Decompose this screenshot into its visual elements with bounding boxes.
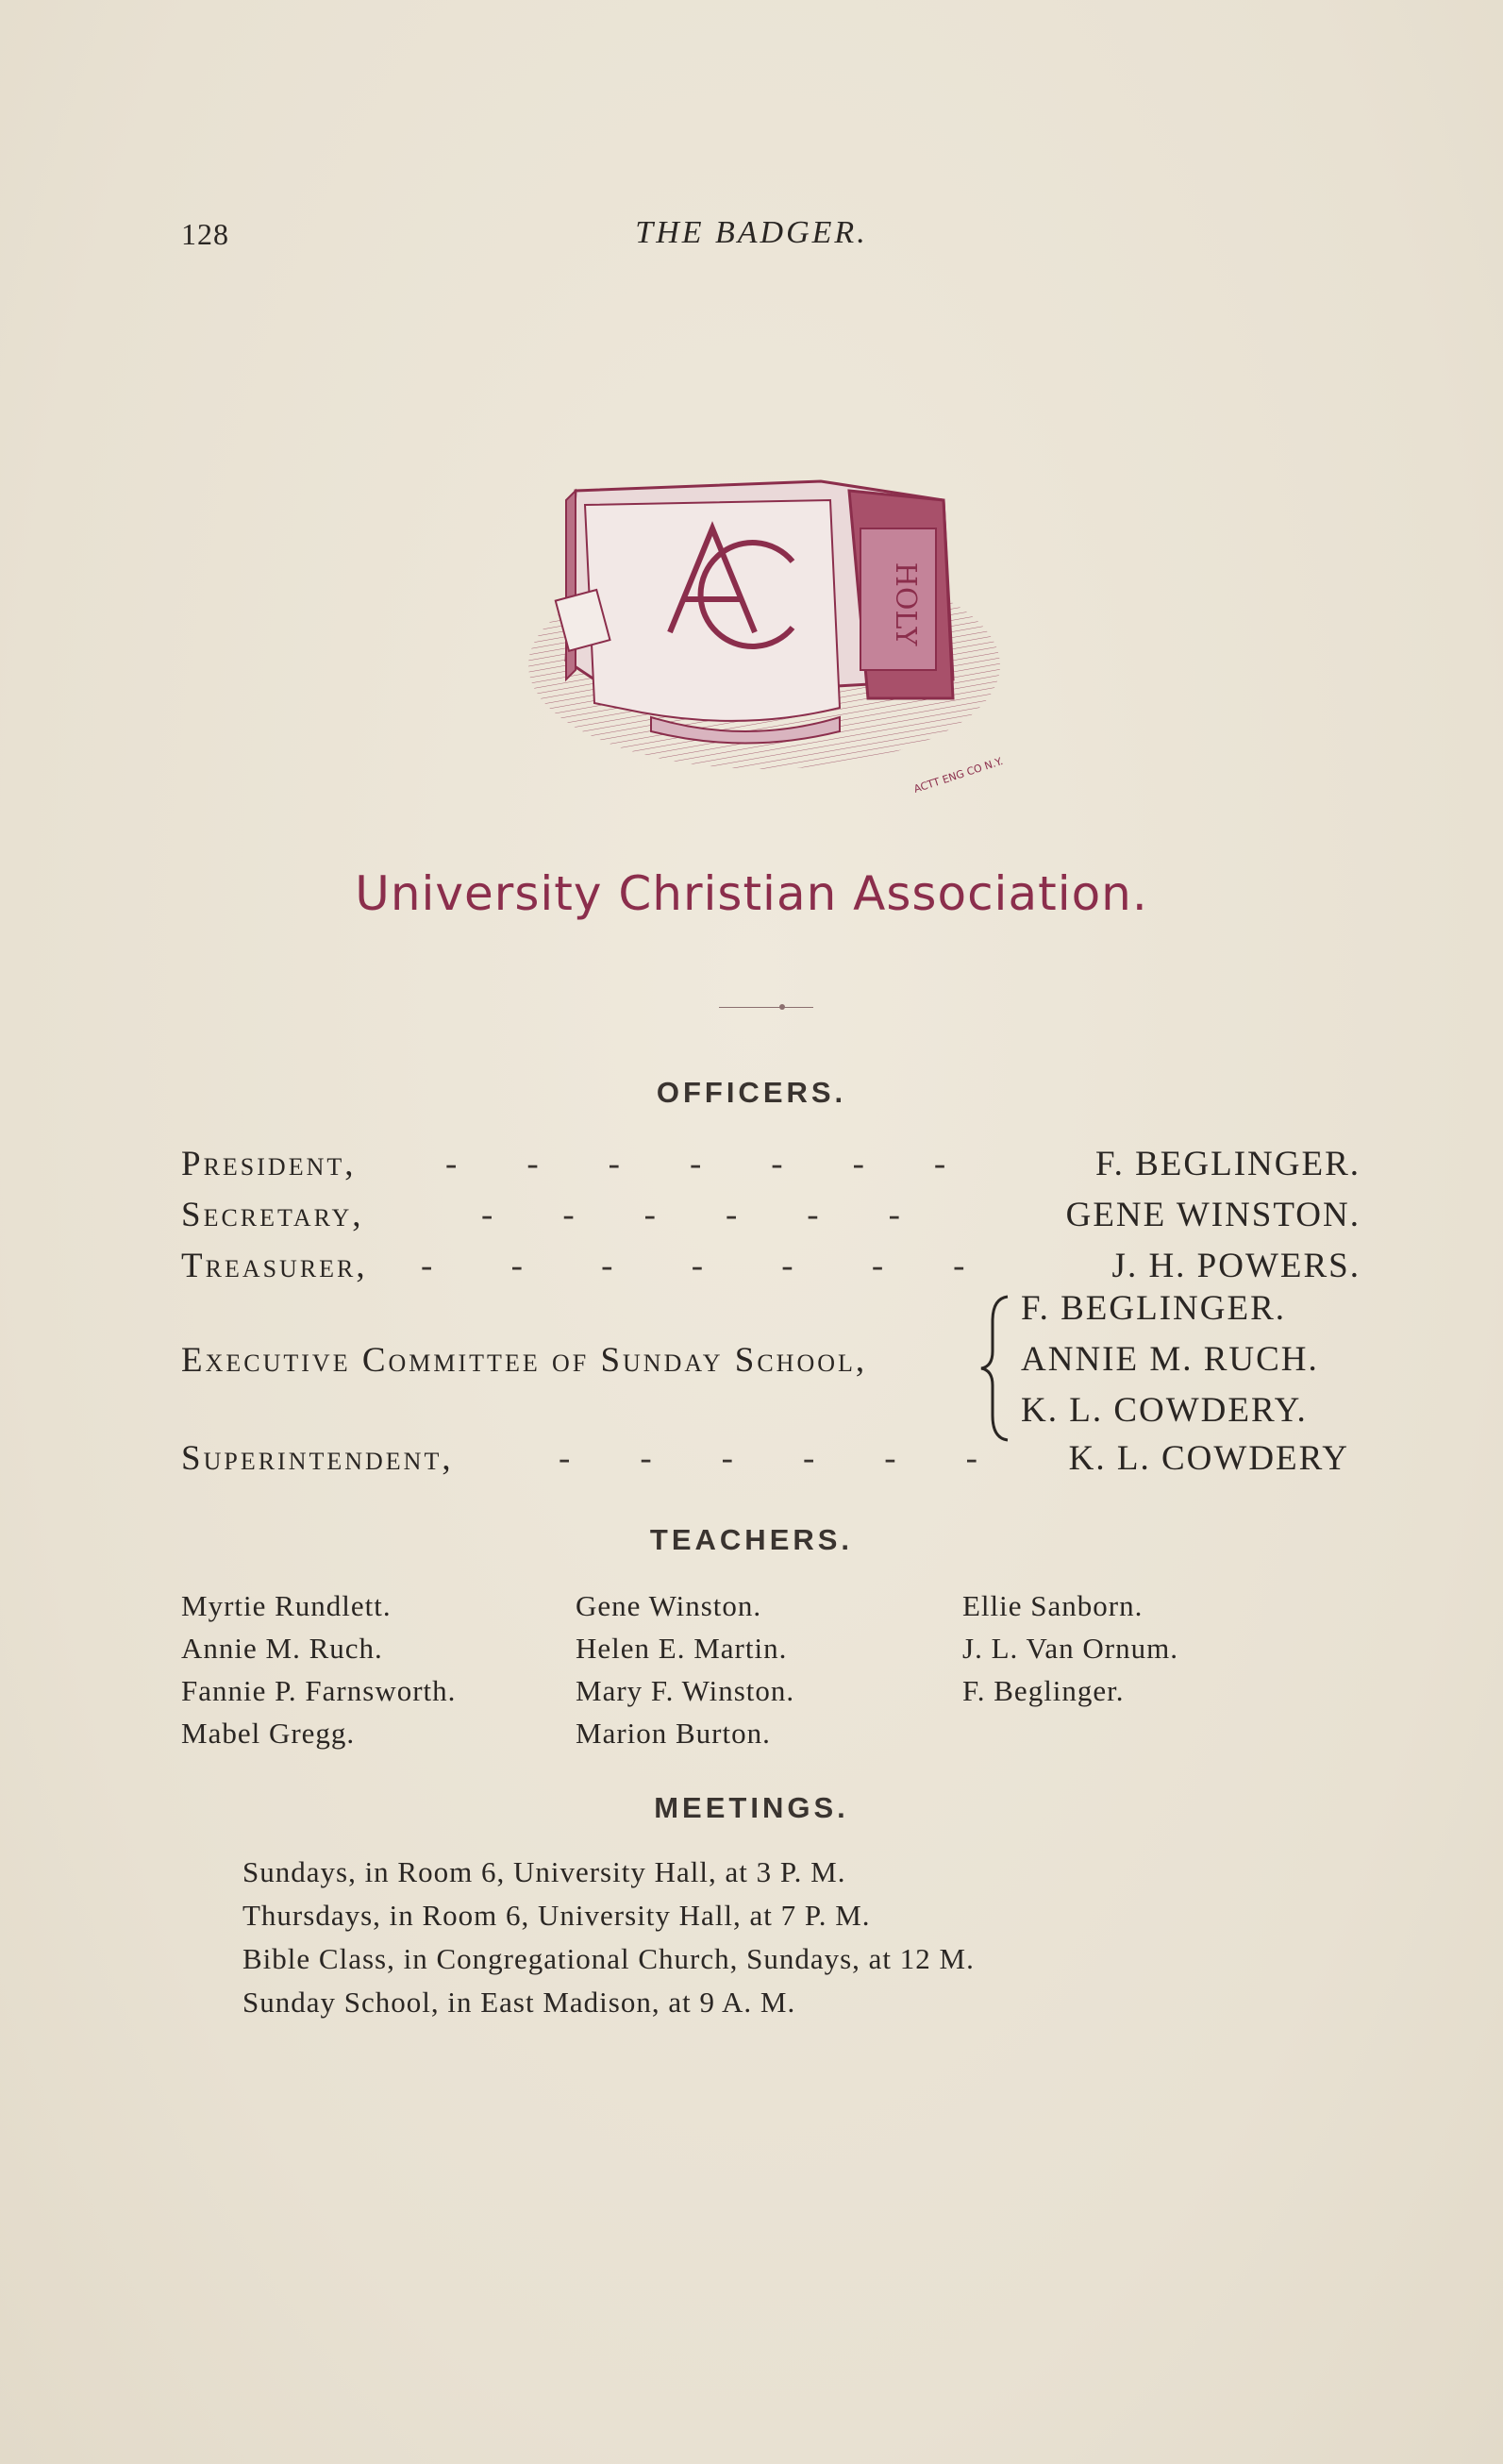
office-label: Superintendent, — [181, 1439, 454, 1478]
leader-dashes: - - - - - - - — [445, 1145, 946, 1183]
meeting-item: Sundays, in Room 6, University Hall, at 3 P. M. — [242, 1855, 846, 1888]
brace-icon — [977, 1293, 1015, 1444]
teachers-column — [962, 1589, 1178, 1717]
teacher-name: Mary F. Winston. — [576, 1674, 795, 1707]
page-number: 128 — [181, 217, 229, 251]
teacher-name: Annie M. Ruch. — [181, 1632, 383, 1665]
office-label: Treasurer, — [181, 1247, 368, 1285]
meetings-heading: MEETINGS. — [654, 1791, 849, 1824]
meeting-item: Bible Class, in Congregational Church, Sundays, at 12 M. — [242, 1942, 975, 1975]
officers-heading: OFFICERS. — [656, 1076, 847, 1109]
teacher-name: Gene Winston. — [576, 1589, 762, 1622]
office-row-president — [181, 1144, 1361, 1189]
office-row-treasurer — [181, 1246, 1361, 1291]
engraver-mark: ACTT ENG CO N.Y. — [911, 755, 1005, 796]
spine-text: HOLY — [889, 562, 922, 646]
leader-dashes: - - - - - - — [481, 1196, 900, 1234]
office-holder: GENE WINSTON. — [1065, 1196, 1361, 1234]
office-row-superintendent — [181, 1438, 1361, 1483]
teacher-name: Marion Burton. — [576, 1717, 771, 1750]
meeting-item: Sunday School, in East Madison, at 9 A. M. — [242, 1986, 796, 2019]
bible-emblem-icon — [509, 462, 1019, 821]
teacher-name: Fannie P. Farnsworth. — [181, 1674, 457, 1707]
office-holder: K. L. COWDERY — [1068, 1439, 1349, 1478]
meetings-list — [242, 1855, 975, 2029]
leader-dashes: - - - - - - - — [421, 1247, 965, 1285]
executive-committee-label: Executive Committee of Sunday School, — [181, 1341, 868, 1380]
teachers-column — [181, 1589, 456, 1759]
office-holder: F. BEGLINGER. — [1094, 1145, 1361, 1183]
teachers-heading: TEACHERS. — [649, 1523, 854, 1556]
office-holder: J. H. POWERS. — [1111, 1247, 1361, 1285]
teacher-name: J. L. Van Ornum. — [962, 1632, 1178, 1665]
teacher-name: Myrtie Rundlett. — [181, 1589, 392, 1622]
office-label: Secretary, — [181, 1196, 364, 1234]
teacher-name: F. Beglinger. — [962, 1674, 1125, 1707]
association-title: University Christian Association. — [355, 866, 1148, 921]
meeting-item: Thursdays, in Room 6, University Hall, at 7 P. M. — [242, 1899, 871, 1932]
committee-member: K. L. COWDERY. — [1021, 1391, 1308, 1430]
running-head: THE BADGER. — [635, 215, 868, 250]
committee-member: F. BEGLINGER. — [1021, 1289, 1287, 1328]
teacher-name: Helen E. Martin. — [576, 1632, 788, 1665]
office-label: President, — [181, 1145, 357, 1183]
committee-member: ANNIE M. RUCH. — [1021, 1340, 1319, 1379]
divider-ornament — [779, 1004, 785, 1010]
teachers-column — [576, 1589, 794, 1759]
teacher-name: Ellie Sanborn. — [962, 1589, 1144, 1622]
executive-committee-members — [1021, 1288, 1319, 1441]
divider-rule — [719, 1007, 813, 1008]
office-row-secretary — [181, 1195, 1361, 1240]
leader-dashes: - - - - - - — [559, 1439, 977, 1478]
teacher-name: Mabel Gregg. — [181, 1717, 356, 1750]
